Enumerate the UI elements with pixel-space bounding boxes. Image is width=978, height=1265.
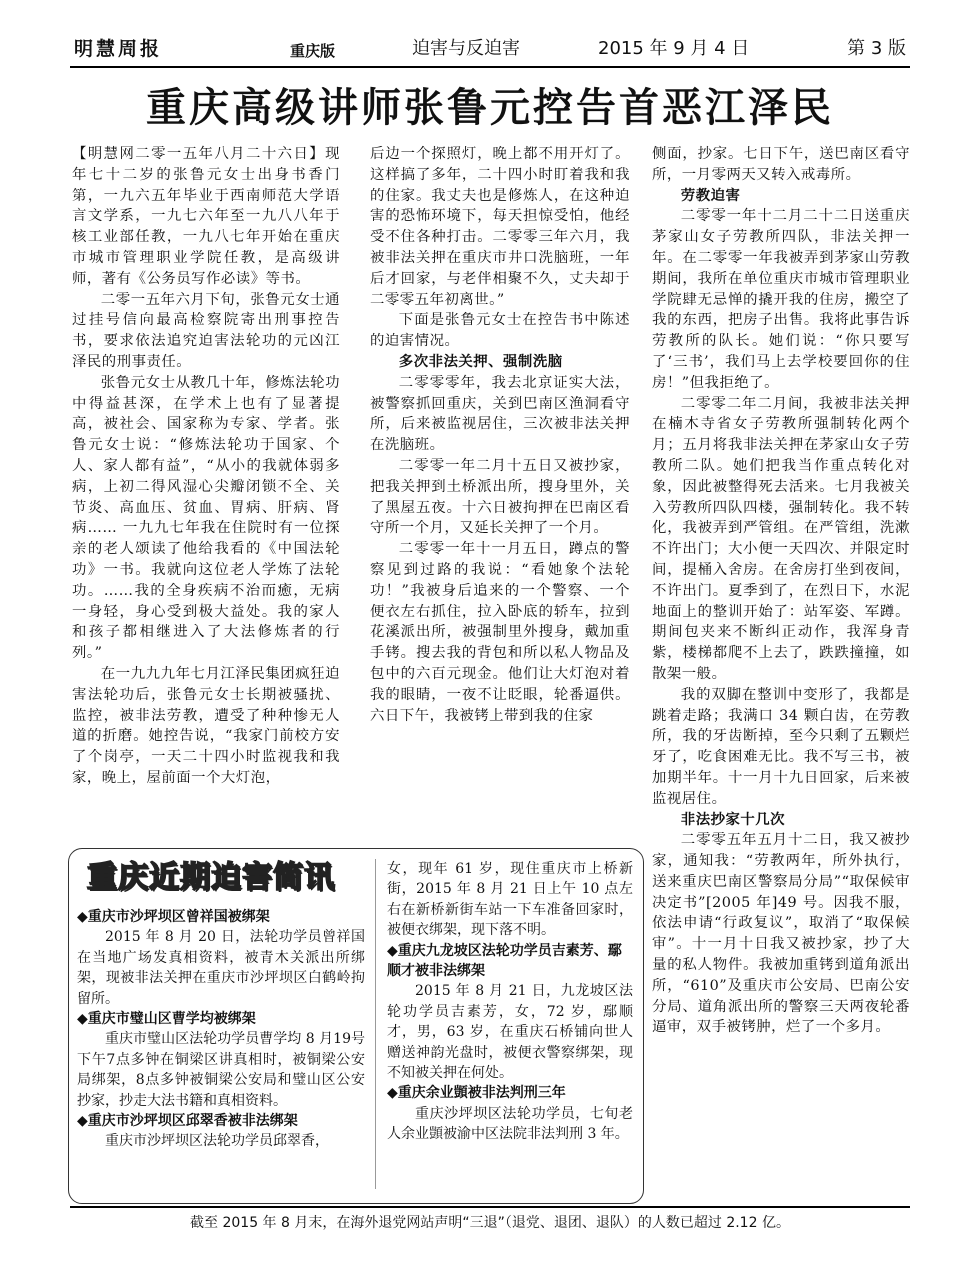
- paragraph: 二零零一年十一月五日，蹲点的警察见到过路的我说：“看她象个法轮功！”我被身后追来的一个警察、一个便衣左右抓住，拉入卧底的轿车，拉到花溪派出所，被强制里外搜身，戴加重手铐。搜去我的背包和所以私人物品及包中的六百元现金。他们让大灯泡对着我的眼睛，一夜不让眨眼，轮番逼供。六日下午，我被铐上带到我的住家: [370, 541, 630, 724]
- article-column-2: [370, 144, 630, 726]
- issue-date: 2015 年 9 月 4 日: [598, 38, 750, 59]
- paragraph: 二零零二年二月间，我被非法关押在楠木寺省女子劳教所强制转化两个月；五月将我非法关押在茅家山女子劳教所二队。她们把我当作重点转化对象，因此被整得死去活来。七月我被关入劳教所四队四楼，强制转化。我不转化，我被弄到严管组。在严管组，洗漱不许出门；大小便一天四次、并限定时间，提桶入舍房。在舍房打坐到夜间，不许出门。夏季到了，在烈日下，水泥地面上的整训开始了：站军姿、军蹲。期间包夹来不断纠正动作，我浑身青紫，楼梯都爬不上去了，跌跌撞撞，如散架一般。: [652, 395, 910, 682]
- page-header: [74, 34, 908, 64]
- paragraph: 二零零一年二月十五日又被抄家，把我关押到土桥派出所，搜身里外，关了黑屋五夜。十六日被拘押在巴南区看守所一个月，又延长关押了一个月。: [370, 457, 630, 537]
- paragraph: 在一九九九年七月江泽民集团疯狂迫害法轮功后，张鲁元女士长期被骚扰、监控，被非法劳教，遭受了种种惨无人道的折磨。她控告说，“我家门前校方安了个岗亭，一天二十四小时监视我和我家，晚上，屋前面一个大灯泡，: [72, 665, 340, 786]
- news-heading: ◆重庆九龙坡区法轮功学员吉素芳、鄢顺才被非法绑架: [387, 942, 622, 980]
- paragraph: 【明慧网二零一五年八月二十六日】现年七十二岁的张鲁元女士出身书香门第，一九六五年毕业于西南师范大学语言文学系，一九七六年至一九八八年于核工业部任教，一九八七年开始在重庆市城市管理职业学院任教，是高级讲师，著有《公务员写作必读》等书。: [72, 146, 340, 287]
- news-box-title: 重庆近期迫害简讯: [87, 860, 335, 895]
- news-body: 重庆市沙坪坝区法轮功学员邱翠香，: [105, 1133, 329, 1150]
- footer-notice: 截至 2015 年 8 月末，在海外退党网站声明“三退”（退党、退团、退队）的人数已超过 2.12 亿。: [190, 1215, 790, 1231]
- section-label: 迫害与反迫害: [412, 38, 520, 59]
- news-body: 重庆沙坪坝区法轮功学员，七旬老人余业顗被渝中区法院非法判刑 3 年。: [387, 1105, 633, 1143]
- article-title: 重庆高级讲师张鲁元控告首恶江泽民: [146, 85, 834, 131]
- paragraph: 二零零零年，我去北京证实大法，被警察抓回重庆，关到巴南区渔洞看守所，后来被监视居住，三次被非法关押在洗脑班。: [370, 374, 630, 454]
- news-box-column-2: [387, 859, 633, 1145]
- news-heading: ◆重庆市沙坪坝区曾祥国被绑架: [77, 909, 270, 925]
- article-column-1: [72, 144, 340, 789]
- paragraph: 后边一个探照灯，晚上都不用开灯了。这样搞了多年，二十四小时盯着我和我的住家。我丈夫也是修炼人，在这种迫害的恐怖环境下，每天担惊受怕，他经受不住各种打击。二零零三年六月，我被非法关押在重庆市井口洗脑班，一年后才回家，与老伴相聚不久，丈夫却于二零零五年初离世。”: [370, 146, 630, 308]
- news-box-column-1: [77, 907, 365, 1152]
- paper-name: 明慧周报: [74, 38, 163, 60]
- section-heading: 劳教迫害: [680, 187, 741, 204]
- news-body: 2015 年 8 月 21 日，九龙坡区法轮功学员吉素芳，女，72 岁，鄢顺才，男，63 岁，在重庆石桥铺向世人赠送神韵光盘时，被便衣警察绑架，现不知被关押在何处。: [387, 983, 633, 1082]
- news-heading: ◆重庆余业顗被非法判刑三年: [387, 1085, 566, 1102]
- news-body: 2015 年 8 月 20 日，法轮功学员曾祥国在当地广场发真相资料，被青木关派出所绑架，现被非法关押在重庆市沙坪坝区白鹤岭拘留所。: [77, 929, 365, 1007]
- footer-rule: [70, 1206, 910, 1208]
- paragraph: 二零零一年十二月二十二日送重庆茅家山女子劳教所四队，非法关押一年。在二零零一年我被弄到茅家山劳教期间，我所在单位重庆市城市管理职业学院肆无忌惮的撬开我的住房，搬空了我的东西，把房子出售。我将此事告诉劳教所的队长。她们说：“你只要写了‘三书’，我们马上去学校要回你的住房！”但我拒绝了。: [652, 208, 910, 391]
- section-heading: 非法抄家十几次: [680, 811, 786, 828]
- paragraph: 我的双脚在整训中变形了，我都是跳着走路；我满口 34 颗白齿，在劳教所，我的牙齿断掉，至今只剩了五颗烂牙了，吃食困难无比。我不写三书，被加期半年。十一月十九日回家，后来被监视居住。: [652, 686, 910, 807]
- section-heading: 多次非法关押、强制洗脑: [398, 353, 563, 370]
- news-body: 女，现年 61 岁，现住重庆市上桥新街，2015 年 8 月 21 日上午 10 点左右在新桥新街车站一下车准备回家时，被便衣绑架，现下落不明。: [387, 861, 633, 939]
- edition-label: 重庆版: [290, 42, 336, 60]
- news-body: 重庆市璧山区法轮功学员曹学均 8 月19号下午7点多钟在铜梁区讲真相时，被铜梁公安局绑架，8点多钟被铜梁公安局和璧山区公安抄家，抄走大法书籍和真相资料。: [77, 1031, 365, 1109]
- news-box: [68, 848, 644, 1204]
- paragraph: 二零一五年六月下旬，张鲁元女士通过挂号信向最高检察院寄出刑事控告书，要求依法追究迫害法轮功的元凶江泽民的刑事责任。: [72, 291, 340, 370]
- paragraph: 张鲁元女士从教几十年，修炼法轮功中得益甚深，在学术上也有了显著提高，被社会、国家称为专家、学者。张鲁元女士说：“修炼法轮功于国家、个人、家人都有益”，“从小的我就体弱多病，上初二得风湿心尖瓣闭锁不全、关节炎、高血压、贫血、胃病、肝病、肾病…… 一九九七年我在住院时有一位探亲的老人颂读了他给我看的《中国法轮功》一书。我就向这位老人学炼了法轮功。……我的全身疾病不治而癒，无病一身轻，身心受到极大益处。我的家人和孩子都相继进入了大法修炼者的行列。”: [72, 374, 340, 662]
- paragraph: 侧面，抄家。七日下午，送巴南区看守所，一月零两天又转入戒毒所。: [652, 146, 910, 183]
- paragraph: 二零零五年五月十二日，我又被抄家，通知我：“劳教两年，所外执行，送来重庆巴南区警察局分局”“取保候审决定书”[2005 年]49 号。因我不服，依法申请“行政复议”，取消了“取保候审”。十一月十日我又被抄家，抄了大量的私人物件。我被加重铐到道角派出所，“610”及重庆市公安局、巴南公安分局、道角派出所的警察三天两夜轮番逼审，双手被铐肿，烂了一个多月。: [652, 832, 910, 1036]
- article-column-3: [652, 144, 910, 1038]
- news-heading: ◆重庆市沙坪坝区邱翠香被非法绑架: [77, 1113, 298, 1130]
- paragraph: 下面是张鲁元女士在控告书中陈述的迫害情况。: [370, 312, 630, 350]
- page-number: 第 3 版: [847, 38, 906, 59]
- news-heading: ◆重庆市璧山区曹学均被绑架: [77, 1011, 256, 1028]
- header-rule: [70, 66, 910, 68]
- column-divider: [375, 859, 376, 1189]
